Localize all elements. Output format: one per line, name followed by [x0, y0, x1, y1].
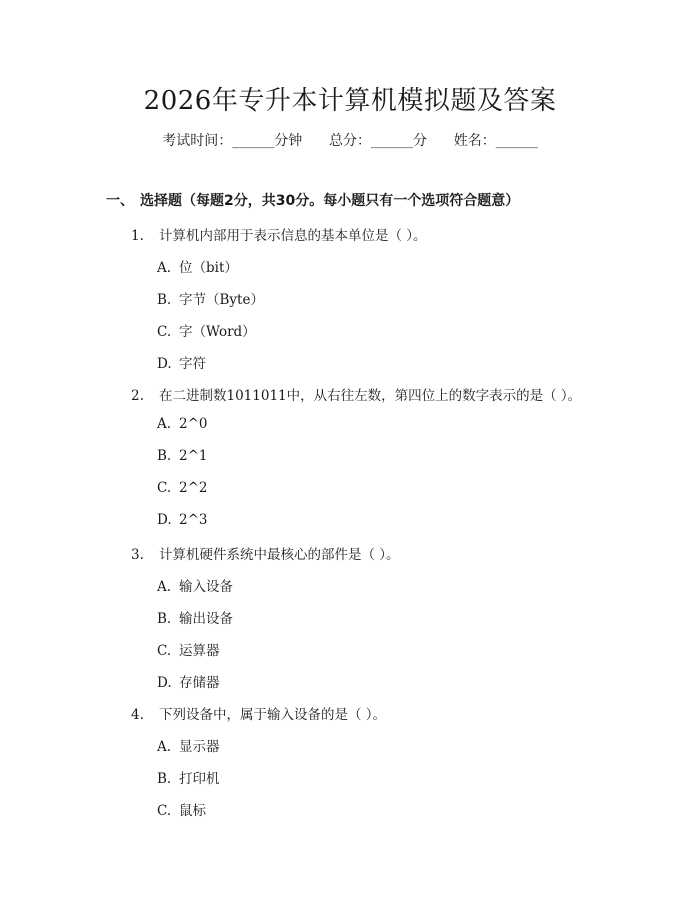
- option-text: 存储器: [179, 675, 220, 691]
- option-letter: C.: [157, 480, 172, 496]
- question-number: 4.: [131, 707, 144, 723]
- option-text: 2^0: [179, 416, 208, 432]
- option: [157, 671, 220, 691]
- question: [131, 224, 427, 244]
- exam-time-label: 考试时间：______分钟: [162, 133, 303, 149]
- option-text: 位（bit）: [179, 260, 238, 276]
- option: [157, 767, 220, 787]
- option-letter: D.: [157, 512, 172, 528]
- option-text: 字节（Byte）: [179, 292, 264, 308]
- option-text: 输入设备: [179, 579, 233, 595]
- option-letter: B.: [157, 448, 172, 464]
- section-title: 选择题（每题2分，共30分。每小题只有一个选项符合题意）: [140, 193, 520, 209]
- name-label: 姓名：______: [453, 133, 538, 149]
- question-number: 3.: [131, 547, 144, 563]
- option: [157, 256, 238, 276]
- question-text: 下列设备中，属于输入设备的是（ ）。: [159, 707, 387, 723]
- option-letter: A.: [157, 416, 172, 432]
- option-letter: D.: [157, 356, 172, 372]
- question: [131, 703, 386, 723]
- option-letter: D.: [157, 675, 172, 691]
- option-text: 显示器: [179, 739, 220, 755]
- option-text: 打印机: [179, 771, 220, 787]
- question-text: 在二进制数1011011中，从右往左数，第四位上的数字表示的是（ ）。: [159, 388, 582, 404]
- option: [157, 512, 208, 528]
- question-text: 计算机内部用于表示信息的基本单位是（ ）。: [159, 228, 427, 244]
- option: [157, 480, 208, 496]
- option: [157, 735, 220, 755]
- total-score-label: 总分：______分: [329, 133, 427, 149]
- option: [157, 288, 264, 308]
- option-letter: B.: [157, 771, 172, 787]
- option: [157, 607, 233, 627]
- option: [157, 448, 208, 464]
- option-text: 2^2: [179, 480, 208, 496]
- question: [131, 384, 581, 404]
- option-letter: B.: [157, 611, 172, 627]
- question-text: 计算机硬件系统中最核心的部件是（ ）。: [159, 547, 400, 563]
- option-letter: B.: [157, 292, 172, 308]
- section-number: 一、: [106, 193, 134, 209]
- option-letter: C.: [157, 643, 172, 659]
- option-letter: A.: [157, 579, 172, 595]
- option: [157, 352, 206, 372]
- question-number: 1.: [131, 228, 144, 244]
- option: [157, 320, 256, 340]
- question: [131, 543, 400, 563]
- option-text: 字符: [179, 356, 206, 372]
- option-text: 鼠标: [179, 803, 206, 819]
- page-title: 2026年专升本计算机模拟题及答案: [143, 86, 557, 116]
- option-letter: C.: [157, 324, 172, 340]
- option-letter: C.: [157, 803, 172, 819]
- option-text: 输出设备: [179, 611, 233, 627]
- section-heading: [106, 190, 519, 210]
- option-text: 2^3: [179, 512, 208, 528]
- option: [157, 416, 208, 432]
- option: [157, 575, 233, 595]
- option-letter: A.: [157, 739, 172, 755]
- option-letter: A.: [157, 260, 172, 276]
- option: [157, 639, 220, 659]
- option-text: 字（Word）: [179, 324, 256, 340]
- question-number: 2.: [131, 388, 144, 404]
- exam-meta: [0, 130, 700, 150]
- option-text: 运算器: [179, 643, 220, 659]
- option-text: 2^1: [179, 448, 208, 464]
- option: [157, 799, 206, 819]
